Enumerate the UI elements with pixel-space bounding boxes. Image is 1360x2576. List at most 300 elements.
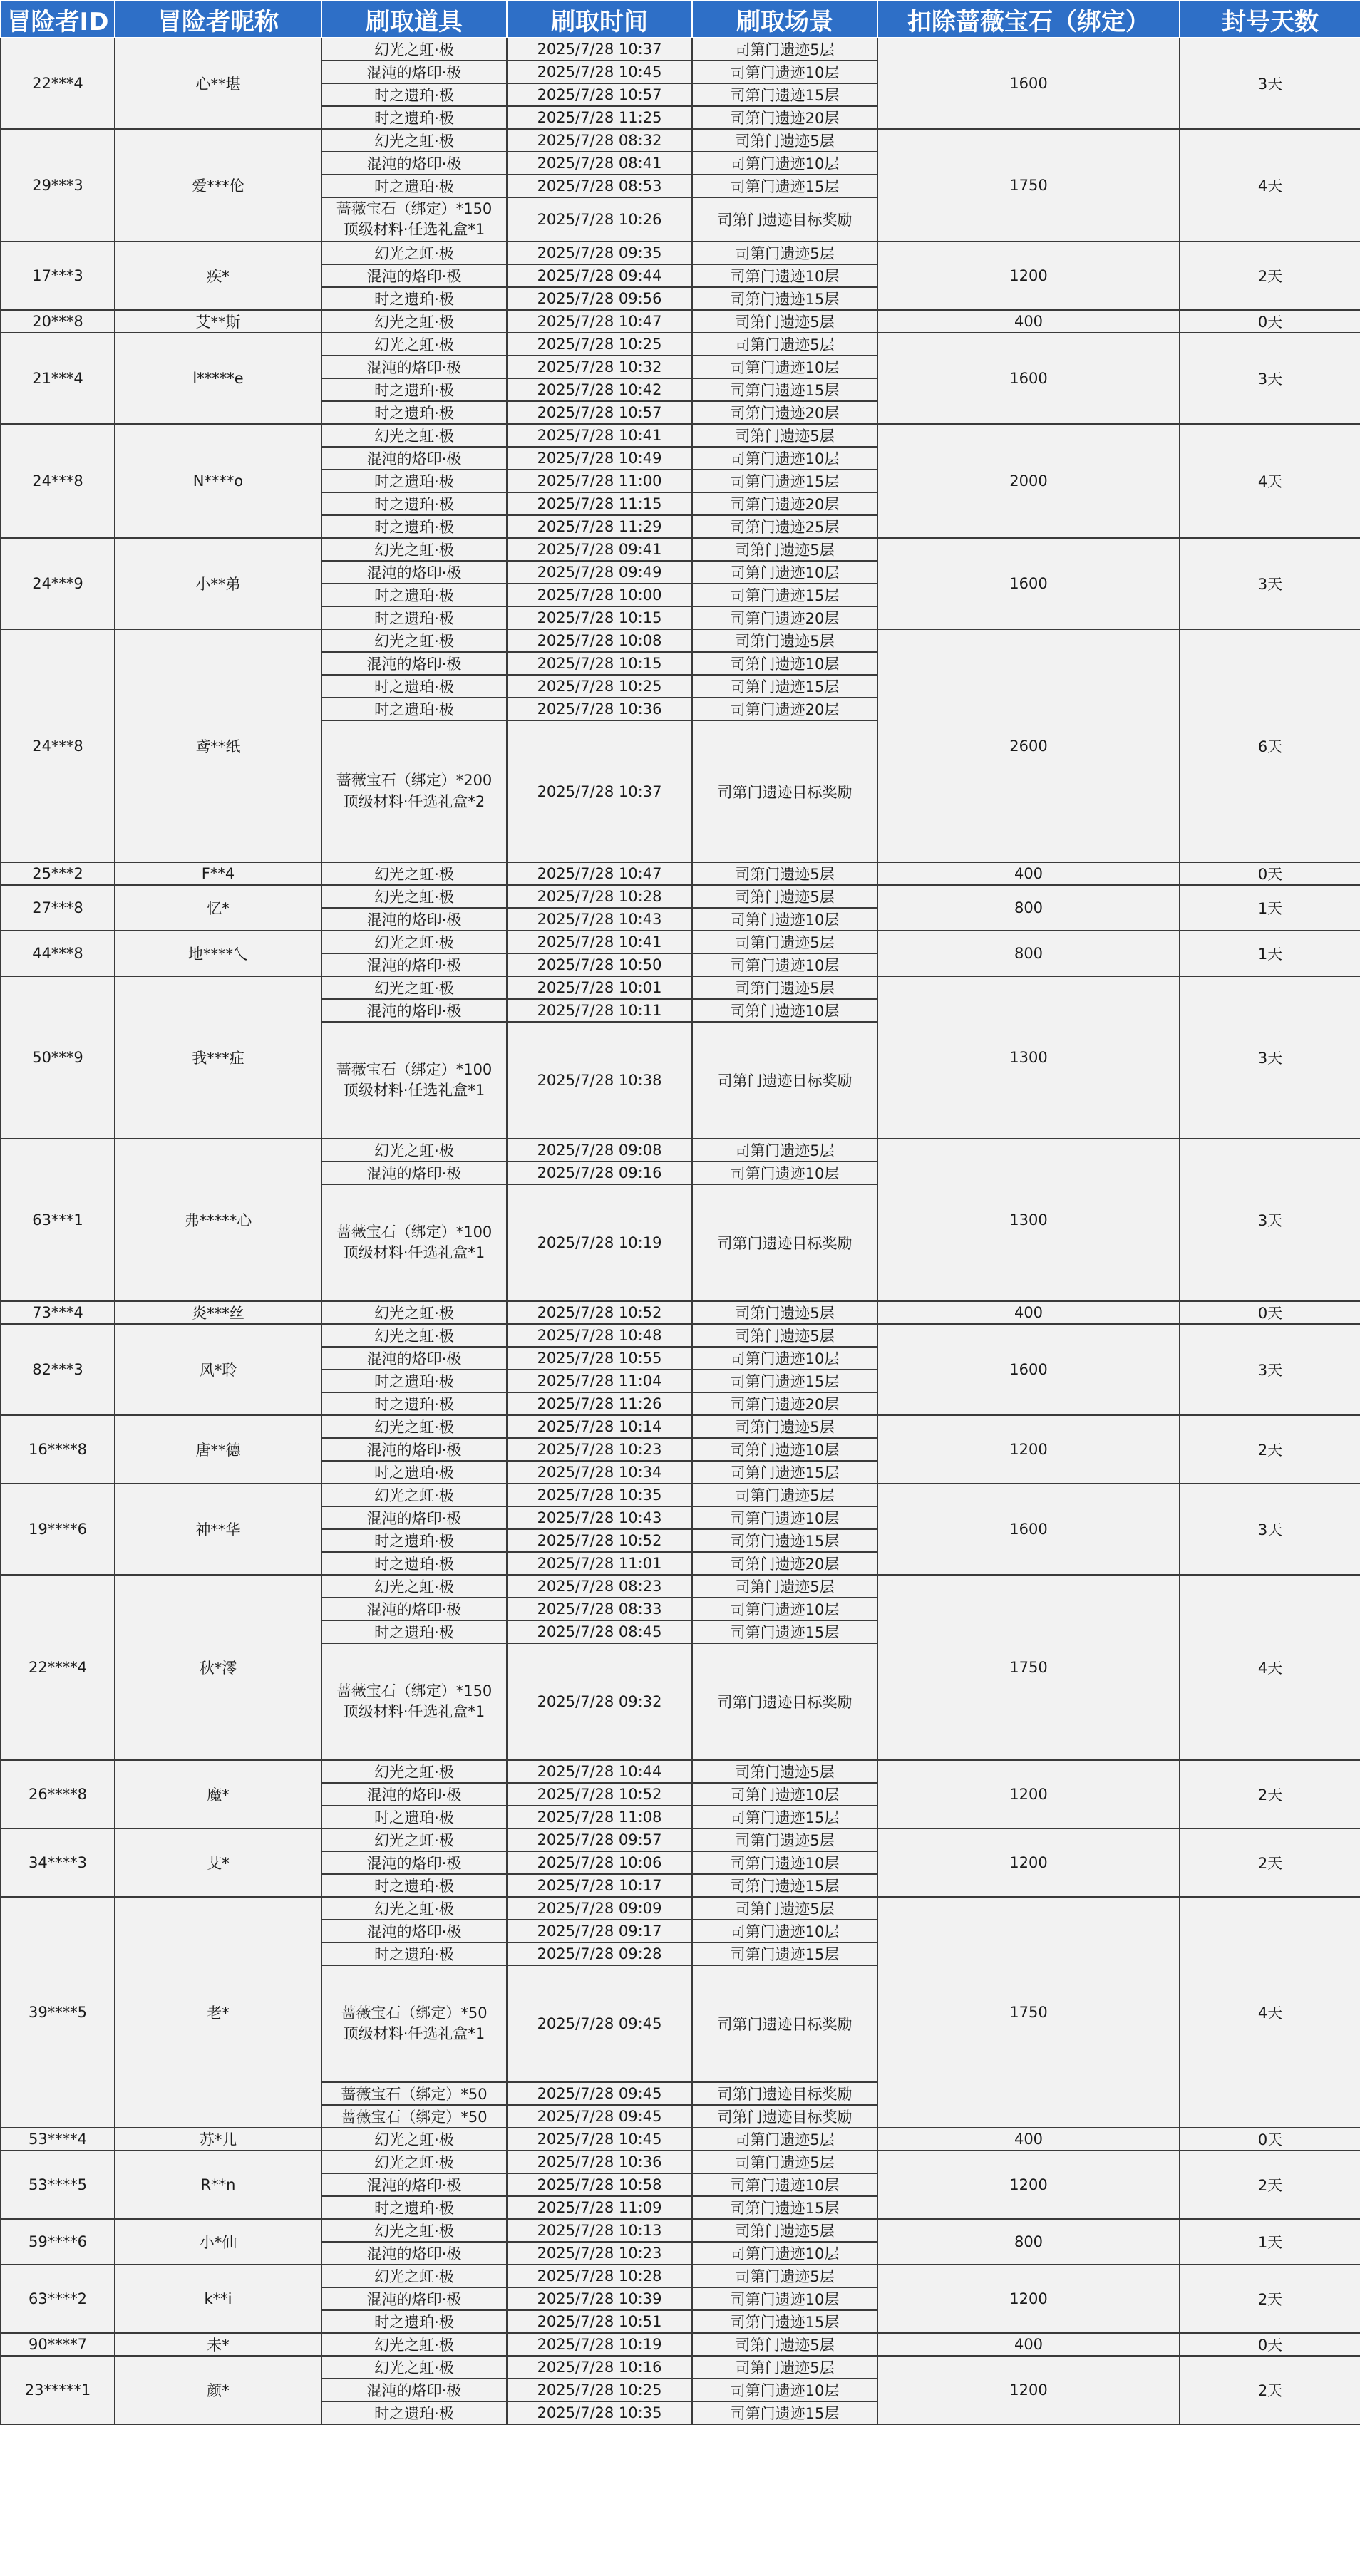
scene-cell: 司第门遗迹5层 — [692, 38, 877, 61]
deduct-cell: 800 — [877, 885, 1180, 931]
nickname-cell: 秋*澪 — [115, 1575, 321, 1760]
table-row — [1, 242, 1360, 264]
player-id-cell: 53****4 — [1, 2128, 115, 2151]
item-cell: 时之遗珀·极 — [321, 1620, 507, 1643]
scene-cell: 司第门遗迹5层 — [692, 310, 877, 333]
item-cell: 幻光之虹·极 — [321, 310, 507, 333]
item-line: 蔷薇宝石（绑定）*50 — [341, 2004, 488, 2022]
table-body — [1, 38, 1360, 2424]
player-id-cell: 22****4 — [1, 1575, 115, 1760]
time-cell: 2025/7/28 09:32 — [507, 1643, 692, 1760]
time-cell: 2025/7/28 10:25 — [507, 2379, 692, 2401]
item-cell: 幻光之虹·极 — [321, 1301, 507, 1324]
player-id-cell: 73***4 — [1, 1301, 115, 1324]
time-cell: 2025/7/28 10:45 — [507, 61, 692, 83]
item-cell: 幻光之虹·极 — [321, 976, 507, 999]
nickname-cell: 风*聆 — [115, 1324, 321, 1415]
table-row — [1, 333, 1360, 356]
time-cell: 2025/7/28 09:35 — [507, 242, 692, 264]
ban-days-cell: 0天 — [1180, 2333, 1360, 2356]
item-cell: 幻光之虹·极 — [321, 333, 507, 356]
time-cell: 2025/7/28 11:04 — [507, 1370, 692, 1392]
deduct-cell: 2600 — [877, 629, 1180, 862]
player-id-cell: 24***8 — [1, 424, 115, 538]
item-line: 蔷薇宝石（绑定）*200 — [336, 772, 493, 790]
table-row — [1, 2151, 1360, 2173]
nickname-cell: 魔* — [115, 1760, 321, 1828]
scene-cell: 司第门遗迹5层 — [692, 2356, 877, 2379]
ban-days-cell: 2天 — [1180, 2265, 1360, 2333]
scene-cell: 司第门遗迹20层 — [692, 1552, 877, 1575]
nickname-cell: 艾**斯 — [115, 310, 321, 333]
item-cell: 混沌的烙印·极 — [321, 152, 507, 175]
scene-cell: 司第门遗迹目标奖励 — [692, 1022, 877, 1139]
scene-cell: 司第门遗迹15层 — [692, 1874, 877, 1897]
time-cell: 2025/7/28 10:19 — [507, 2333, 692, 2356]
item-line: 蔷薇宝石（绑定）*100 — [336, 1223, 493, 1241]
time-cell: 2025/7/28 10:13 — [507, 2219, 692, 2242]
scene-cell: 司第门遗迹5层 — [692, 538, 877, 561]
item-cell — [321, 197, 507, 242]
item-cell: 幻光之虹·极 — [321, 1484, 507, 1506]
ban-days-cell: 4天 — [1180, 129, 1360, 242]
table-row — [1, 885, 1360, 908]
time-cell: 2025/7/28 10:51 — [507, 2310, 692, 2333]
ban-days-cell: 2天 — [1180, 1760, 1360, 1828]
nickname-cell: k**i — [115, 2265, 321, 2333]
item-cell: 时之遗珀·极 — [321, 378, 507, 401]
item-cell: 混沌的烙印·极 — [321, 2379, 507, 2401]
time-cell: 2025/7/28 10:28 — [507, 2265, 692, 2287]
time-cell: 2025/7/28 10:32 — [507, 356, 692, 378]
time-cell: 2025/7/28 11:29 — [507, 515, 692, 538]
time-cell: 2025/7/28 10:48 — [507, 1324, 692, 1347]
time-cell: 2025/7/28 10:41 — [507, 931, 692, 953]
table-row — [1, 2219, 1360, 2242]
scene-cell: 司第门遗迹20层 — [692, 106, 877, 129]
table-row — [1, 931, 1360, 953]
scene-cell: 司第门遗迹10层 — [692, 356, 877, 378]
scene-cell: 司第门遗迹10层 — [692, 561, 877, 584]
item-cell: 幻光之虹·极 — [321, 2151, 507, 2173]
nickname-cell: 艾* — [115, 1828, 321, 1897]
ban-days-cell: 3天 — [1180, 538, 1360, 629]
item-cell — [321, 720, 507, 862]
item-cell: 混沌的烙印·极 — [321, 999, 507, 1022]
scene-cell: 司第门遗迹10层 — [692, 1783, 877, 1806]
scene-cell: 司第门遗迹15层 — [692, 378, 877, 401]
item-cell: 幻光之虹·极 — [321, 2219, 507, 2242]
time-cell: 2025/7/28 09:49 — [507, 561, 692, 584]
item-cell: 时之遗珀·极 — [321, 1370, 507, 1392]
table-row — [1, 976, 1360, 999]
scene-cell: 司第门遗迹5层 — [692, 129, 877, 152]
item-cell: 混沌的烙印·极 — [321, 908, 507, 931]
deduct-cell: 800 — [877, 931, 1180, 976]
scene-cell: 司第门遗迹5层 — [692, 1415, 877, 1438]
scene-cell: 司第门遗迹5层 — [692, 1897, 877, 1920]
item-cell: 时之遗珀·极 — [321, 1529, 507, 1552]
ban-days-cell: 0天 — [1180, 862, 1360, 885]
header-scene: 刷取场景 — [692, 1, 877, 38]
item-cell: 时之遗珀·极 — [321, 675, 507, 698]
deduct-cell: 1300 — [877, 976, 1180, 1139]
scene-cell: 司第门遗迹目标奖励 — [692, 1965, 877, 2082]
item-cell: 幻光之虹·极 — [321, 1415, 507, 1438]
player-id-cell: 21***4 — [1, 333, 115, 424]
player-id-cell: 90****7 — [1, 2333, 115, 2356]
ban-days-cell: 3天 — [1180, 38, 1360, 129]
time-cell: 2025/7/28 10:23 — [507, 1438, 692, 1461]
player-id-cell: 29***3 — [1, 129, 115, 242]
ban-days-cell: 6天 — [1180, 629, 1360, 862]
ban-days-cell: 2天 — [1180, 2356, 1360, 2424]
time-cell: 2025/7/28 11:08 — [507, 1806, 692, 1828]
scene-cell: 司第门遗迹5层 — [692, 1828, 877, 1851]
nickname-cell: F**4 — [115, 862, 321, 885]
nickname-cell: 颜* — [115, 2356, 321, 2424]
table-row — [1, 310, 1360, 333]
time-cell: 2025/7/28 10:57 — [507, 401, 692, 424]
scene-cell: 司第门遗迹5层 — [692, 2151, 877, 2173]
table-row — [1, 1575, 1360, 1598]
deduct-cell: 1750 — [877, 1897, 1180, 2128]
item-cell: 时之遗珀·极 — [321, 492, 507, 515]
scene-cell: 司第门遗迹10层 — [692, 1920, 877, 1943]
nickname-cell: 弗*****心 — [115, 1139, 321, 1301]
item-cell: 时之遗珀·极 — [321, 1392, 507, 1415]
item-cell: 蔷薇宝石（绑定）*50 — [321, 2082, 507, 2105]
item-line: 顶级材料·任选礼盒*1 — [343, 2025, 485, 2042]
item-cell: 幻光之虹·极 — [321, 538, 507, 561]
time-cell: 2025/7/28 10:06 — [507, 1851, 692, 1874]
time-cell: 2025/7/28 11:25 — [507, 106, 692, 129]
item-line: 顶级材料·任选礼盒*1 — [343, 1244, 485, 1261]
time-cell: 2025/7/28 09:28 — [507, 1943, 692, 1965]
scene-cell: 司第门遗迹20层 — [692, 698, 877, 720]
header-player-id: 冒险者ID — [1, 1, 115, 38]
scene-cell: 司第门遗迹10层 — [692, 447, 877, 470]
time-cell: 2025/7/28 10:35 — [507, 1484, 692, 1506]
scene-cell: 司第门遗迹15层 — [692, 2401, 877, 2424]
scene-cell: 司第门遗迹5层 — [692, 2333, 877, 2356]
player-id-cell: 26****8 — [1, 1760, 115, 1828]
time-cell: 2025/7/28 10:42 — [507, 378, 692, 401]
deduct-cell: 1200 — [877, 1415, 1180, 1484]
deduct-cell: 1600 — [877, 38, 1180, 129]
scene-cell: 司第门遗迹10层 — [692, 652, 877, 675]
scene-cell: 司第门遗迹10层 — [692, 1598, 877, 1620]
ban-days-cell: 3天 — [1180, 976, 1360, 1139]
time-cell: 2025/7/28 10:00 — [507, 584, 692, 606]
item-cell: 混沌的烙印·极 — [321, 2173, 507, 2196]
scene-cell: 司第门遗迹15层 — [692, 175, 877, 197]
player-id-cell: 24***8 — [1, 629, 115, 862]
scene-cell: 司第门遗迹目标奖励 — [692, 197, 877, 242]
time-cell: 2025/7/28 10:41 — [507, 424, 692, 447]
time-cell: 2025/7/28 10:15 — [507, 606, 692, 629]
deduct-cell: 1300 — [877, 1139, 1180, 1301]
item-cell: 混沌的烙印·极 — [321, 2242, 507, 2265]
scene-cell: 司第门遗迹10层 — [692, 1438, 877, 1461]
table-row — [1, 1760, 1360, 1783]
time-cell: 2025/7/28 10:28 — [507, 885, 692, 908]
item-cell: 混沌的烙印·极 — [321, 561, 507, 584]
deduct-cell: 400 — [877, 1301, 1180, 1324]
nickname-cell: R**n — [115, 2151, 321, 2219]
item-cell — [321, 1965, 507, 2082]
scene-cell: 司第门遗迹5层 — [692, 1301, 877, 1324]
time-cell: 2025/7/28 10:08 — [507, 629, 692, 652]
nickname-cell: 我***症 — [115, 976, 321, 1139]
item-cell: 时之遗珀·极 — [321, 1874, 507, 1897]
ban-days-cell: 2天 — [1180, 242, 1360, 310]
time-cell: 2025/7/28 09:44 — [507, 264, 692, 287]
time-cell: 2025/7/28 08:41 — [507, 152, 692, 175]
scene-cell: 司第门遗迹10层 — [692, 2242, 877, 2265]
scene-cell: 司第门遗迹10层 — [692, 2173, 877, 2196]
time-cell: 2025/7/28 10:43 — [507, 1506, 692, 1529]
item-cell: 混沌的烙印·极 — [321, 2287, 507, 2310]
table-row — [1, 862, 1360, 885]
item-cell: 幻光之虹·极 — [321, 1139, 507, 1162]
scene-cell: 司第门遗迹10层 — [692, 2379, 877, 2401]
scene-cell: 司第门遗迹5层 — [692, 862, 877, 885]
header-deduct: 扣除蔷薇宝石（绑定） — [877, 1, 1180, 38]
player-id-cell: 34****3 — [1, 1828, 115, 1897]
scene-cell: 司第门遗迹5层 — [692, 2219, 877, 2242]
player-id-cell: 44***8 — [1, 931, 115, 976]
player-id-cell: 39****5 — [1, 1897, 115, 2128]
ban-days-cell: 1天 — [1180, 931, 1360, 976]
item-cell: 混沌的烙印·极 — [321, 356, 507, 378]
scene-cell: 司第门遗迹5层 — [692, 629, 877, 652]
scene-cell: 司第门遗迹15层 — [692, 1806, 877, 1828]
item-cell: 幻光之虹·极 — [321, 1828, 507, 1851]
item-cell: 时之遗珀·极 — [321, 401, 507, 424]
header-ban-days: 封号天数 — [1180, 1, 1360, 38]
time-cell: 2025/7/28 09:45 — [507, 1965, 692, 2082]
scene-cell: 司第门遗迹5层 — [692, 424, 877, 447]
scene-cell: 司第门遗迹10层 — [692, 61, 877, 83]
time-cell: 2025/7/28 10:11 — [507, 999, 692, 1022]
nickname-cell: 小**弟 — [115, 538, 321, 629]
ban-days-cell: 3天 — [1180, 1484, 1360, 1575]
ban-days-cell: 1天 — [1180, 885, 1360, 931]
deduct-cell: 1200 — [877, 2265, 1180, 2333]
table-row — [1, 1301, 1360, 1324]
nickname-cell: 小*仙 — [115, 2219, 321, 2265]
scene-cell: 司第门遗迹20层 — [692, 401, 877, 424]
table-row — [1, 1139, 1360, 1162]
table-row — [1, 1484, 1360, 1506]
time-cell: 2025/7/28 10:45 — [507, 2128, 692, 2151]
time-cell: 2025/7/28 11:26 — [507, 1392, 692, 1415]
scene-cell: 司第门遗迹5层 — [692, 1760, 877, 1783]
time-cell: 2025/7/28 10:37 — [507, 720, 692, 862]
deduct-cell: 1600 — [877, 1324, 1180, 1415]
item-cell: 幻光之虹·极 — [321, 1760, 507, 1783]
time-cell: 2025/7/28 10:36 — [507, 2151, 692, 2173]
player-id-cell: 16****8 — [1, 1415, 115, 1484]
scene-cell: 司第门遗迹5层 — [692, 1484, 877, 1506]
item-cell: 蔷薇宝石（绑定）*50 — [321, 2105, 507, 2128]
scene-cell: 司第门遗迹25层 — [692, 515, 877, 538]
ban-days-cell: 4天 — [1180, 1897, 1360, 2128]
item-cell: 幻光之虹·极 — [321, 129, 507, 152]
deduct-cell: 1200 — [877, 2356, 1180, 2424]
scene-cell: 司第门遗迹10层 — [692, 1162, 877, 1184]
scene-cell: 司第门遗迹15层 — [692, 675, 877, 698]
time-cell: 2025/7/28 09:16 — [507, 1162, 692, 1184]
time-cell: 2025/7/28 10:36 — [507, 698, 692, 720]
item-cell: 混沌的烙印·极 — [321, 652, 507, 675]
nickname-cell: 忆* — [115, 885, 321, 931]
item-cell: 混沌的烙印·极 — [321, 1162, 507, 1184]
time-cell: 2025/7/28 11:15 — [507, 492, 692, 515]
time-cell: 2025/7/28 10:49 — [507, 447, 692, 470]
deduct-cell: 400 — [877, 2128, 1180, 2151]
time-cell: 2025/7/28 10:52 — [507, 1529, 692, 1552]
player-id-cell: 20***8 — [1, 310, 115, 333]
nickname-cell: 神**华 — [115, 1484, 321, 1575]
time-cell: 2025/7/28 08:33 — [507, 1598, 692, 1620]
item-line: 蔷薇宝石（绑定）*100 — [336, 1060, 493, 1078]
item-cell — [321, 1022, 507, 1139]
player-id-cell: 53****5 — [1, 2151, 115, 2219]
deduct-cell: 1750 — [877, 1575, 1180, 1760]
table-row — [1, 1828, 1360, 1851]
deduct-cell: 1200 — [877, 1760, 1180, 1828]
item-cell: 混沌的烙印·极 — [321, 1438, 507, 1461]
nickname-cell: N****o — [115, 424, 321, 538]
time-cell: 2025/7/28 10:38 — [507, 1022, 692, 1139]
table-row — [1, 1415, 1360, 1438]
deduct-cell: 2000 — [877, 424, 1180, 538]
time-cell: 2025/7/28 10:55 — [507, 1347, 692, 1370]
time-cell: 2025/7/28 10:26 — [507, 197, 692, 242]
scene-cell: 司第门遗迹15层 — [692, 1461, 877, 1484]
item-line: 顶级材料·任选礼盒*1 — [343, 1082, 485, 1099]
ban-days-cell: 0天 — [1180, 2128, 1360, 2151]
scene-cell: 司第门遗迹10层 — [692, 1851, 877, 1874]
item-cell: 混沌的烙印·极 — [321, 1783, 507, 1806]
item-cell: 混沌的烙印·极 — [321, 1920, 507, 1943]
scene-cell: 司第门遗迹10层 — [692, 1506, 877, 1529]
time-cell: 2025/7/28 10:47 — [507, 310, 692, 333]
ban-days-cell: 2天 — [1180, 2151, 1360, 2219]
item-cell: 幻光之虹·极 — [321, 2265, 507, 2287]
item-cell: 时之遗珀·极 — [321, 1461, 507, 1484]
time-cell: 2025/7/28 09:17 — [507, 1920, 692, 1943]
time-cell: 2025/7/28 10:43 — [507, 908, 692, 931]
item-cell: 幻光之虹·极 — [321, 242, 507, 264]
item-cell: 幻光之虹·极 — [321, 2356, 507, 2379]
time-cell: 2025/7/28 09:41 — [507, 538, 692, 561]
item-cell: 时之遗珀·极 — [321, 606, 507, 629]
item-cell: 幻光之虹·极 — [321, 862, 507, 885]
deduct-cell: 400 — [877, 862, 1180, 885]
scene-cell: 司第门遗迹5层 — [692, 931, 877, 953]
item-cell: 时之遗珀·极 — [321, 83, 507, 106]
nickname-cell: 未* — [115, 2333, 321, 2356]
ban-days-cell: 0天 — [1180, 1301, 1360, 1324]
item-cell: 时之遗珀·极 — [321, 2196, 507, 2219]
time-cell: 2025/7/28 09:56 — [507, 287, 692, 310]
ban-days-cell: 1天 — [1180, 2219, 1360, 2265]
scene-cell: 司第门遗迹5层 — [692, 2128, 877, 2151]
time-cell: 2025/7/28 11:01 — [507, 1552, 692, 1575]
deduct-cell: 800 — [877, 2219, 1180, 2265]
scene-cell: 司第门遗迹15层 — [692, 470, 877, 492]
player-id-cell: 59****6 — [1, 2219, 115, 2265]
item-cell: 时之遗珀·极 — [321, 1552, 507, 1575]
item-cell — [321, 1184, 507, 1301]
scene-cell: 司第门遗迹15层 — [692, 1529, 877, 1552]
table-row — [1, 629, 1360, 652]
ban-days-cell: 3天 — [1180, 333, 1360, 424]
time-cell: 2025/7/28 08:23 — [507, 1575, 692, 1598]
table-row — [1, 2128, 1360, 2151]
table-row — [1, 424, 1360, 447]
item-cell: 时之遗珀·极 — [321, 2401, 507, 2424]
deduct-cell: 1750 — [877, 129, 1180, 242]
ban-days-cell: 4天 — [1180, 1575, 1360, 1760]
header-row — [1, 1, 1360, 38]
deduct-cell: 1200 — [877, 242, 1180, 310]
item-cell: 时之遗珀·极 — [321, 584, 507, 606]
player-id-cell: 25***2 — [1, 862, 115, 885]
time-cell: 2025/7/28 10:52 — [507, 1301, 692, 1324]
player-id-cell: 82***3 — [1, 1324, 115, 1415]
item-cell: 幻光之虹·极 — [321, 1897, 507, 1920]
scene-cell: 司第门遗迹目标奖励 — [692, 720, 877, 862]
time-cell: 2025/7/28 10:44 — [507, 1760, 692, 1783]
item-line: 蔷薇宝石（绑定）*150 — [336, 200, 493, 217]
time-cell: 2025/7/28 10:52 — [507, 1783, 692, 1806]
deduct-cell: 400 — [877, 2333, 1180, 2356]
table-row — [1, 129, 1360, 152]
header-nickname: 冒险者昵称 — [115, 1, 321, 38]
player-id-cell: 23*****1 — [1, 2356, 115, 2424]
time-cell: 2025/7/28 09:57 — [507, 1828, 692, 1851]
scene-cell: 司第门遗迹15层 — [692, 1370, 877, 1392]
item-cell: 混沌的烙印·极 — [321, 953, 507, 976]
scene-cell: 司第门遗迹15层 — [692, 287, 877, 310]
scene-cell: 司第门遗迹5层 — [692, 2265, 877, 2287]
table-row — [1, 1897, 1360, 1920]
scene-cell: 司第门遗迹目标奖励 — [692, 2082, 877, 2105]
scene-cell: 司第门遗迹5层 — [692, 1575, 877, 1598]
table-row — [1, 2356, 1360, 2379]
time-cell: 2025/7/28 08:32 — [507, 129, 692, 152]
ban-days-cell: 2天 — [1180, 1828, 1360, 1897]
nickname-cell: 老* — [115, 1897, 321, 2128]
deduct-cell: 1200 — [877, 1828, 1180, 1897]
table-row — [1, 2333, 1360, 2356]
scene-cell: 司第门遗迹5层 — [692, 1324, 877, 1347]
time-cell: 2025/7/28 10:14 — [507, 1415, 692, 1438]
scene-cell: 司第门遗迹10层 — [692, 999, 877, 1022]
nickname-cell: 爱***伦 — [115, 129, 321, 242]
item-cell: 时之遗珀·极 — [321, 175, 507, 197]
deduct-cell: 1600 — [877, 333, 1180, 424]
scene-cell: 司第门遗迹20层 — [692, 1392, 877, 1415]
item-cell: 时之遗珀·极 — [321, 470, 507, 492]
time-cell: 2025/7/28 09:45 — [507, 2105, 692, 2128]
time-cell: 2025/7/28 10:58 — [507, 2173, 692, 2196]
item-cell: 幻光之虹·极 — [321, 2333, 507, 2356]
